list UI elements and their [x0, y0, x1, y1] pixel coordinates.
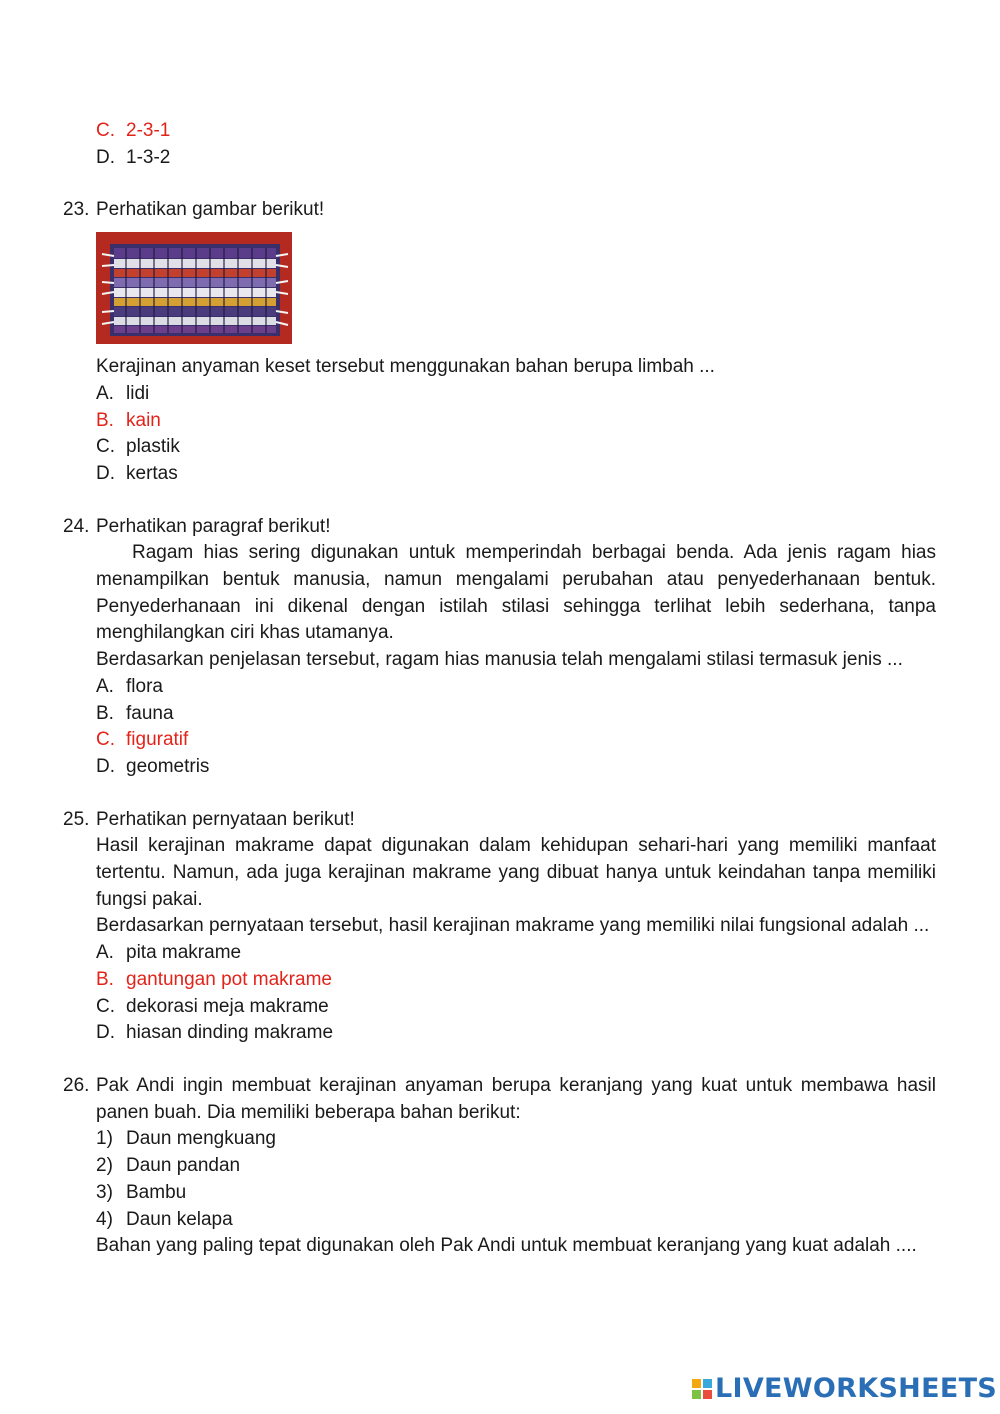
question-24	[0, 514, 1000, 781]
question-25	[0, 807, 1000, 1047]
option-c[interactable]: C. plastik	[96, 436, 180, 458]
statement-paragraph: Hasil kerajinan makrame dapat digunakan dalam kehidupan sehari-hari yang memiliki manfaat tertentu. Namun, ada juga kerajinan makrame yang dibuat hanya untuk keindahan tanpa memiliki fungsi pakai.	[96, 835, 936, 910]
question-text: Berdasarkan pernyataan tersebut, hasil kerajinan makrame yang memiliki nilai fungsional adalah ...	[96, 915, 930, 937]
option-d[interactable]: D. geometris	[96, 755, 210, 777]
list-item: 1) Daun mengkuang	[96, 1128, 276, 1150]
question-23	[0, 197, 1000, 487]
list-item: 2) Daun pandan	[96, 1155, 241, 1177]
liveworksheets-logo-icon	[692, 1379, 712, 1399]
previous-question-options	[0, 118, 1000, 171]
question-text: Berdasarkan penjelasan tersebut, ragam hias manusia telah mengalami stilasi termasuk jenis ...	[96, 649, 903, 671]
option-b-correct[interactable]: B. kain	[96, 409, 161, 431]
option-a[interactable]: A. flora	[96, 675, 163, 697]
option-d[interactable]: D. kertas	[96, 462, 178, 484]
option-c-correct[interactable]: C. figuratif	[96, 729, 189, 751]
reading-paragraph: Ragam hias sering digunakan untuk memperindah berbagai benda. Ada jenis ragam hias menampilkan bentuk manusia, namun mengalami perubahan atau penyederhanaan bentuk. Penyederhanaan ini dikenal dengan istilah stilasi sehingga terlihat lebih sederhana, tanpa menghilangkan ciri khas utamanya.	[96, 542, 936, 644]
doormat-photo-icon	[96, 232, 292, 344]
question-26	[0, 1073, 1000, 1260]
option-a[interactable]: A. lidi	[96, 382, 150, 404]
option-c[interactable]: C. dekorasi meja makrame	[96, 995, 329, 1017]
question-header: 24. Perhatikan paragraf berikut!	[63, 515, 331, 537]
woven-doormat-image	[96, 232, 292, 344]
list-item: 3) Bambu	[96, 1181, 187, 1203]
option-b-correct[interactable]: B. gantungan pot makrame	[96, 968, 332, 990]
question-header: 25. Perhatikan pernyataan berikut!	[63, 808, 355, 830]
liveworksheets-logo[interactable]	[692, 1374, 997, 1404]
option-d[interactable]: D. 1-3-2	[96, 146, 171, 168]
question-header: 26. Pak Andi ingin membuat kerajinan anyaman berupa keranjang yang kuat untuk membawa hasil panen buah. Dia memiliki beberapa bahan berikut:	[63, 1074, 936, 1123]
question-header: 23. Perhatikan gambar berikut!	[63, 199, 325, 221]
question-text: Kerajinan anyaman keset tersebut menggunakan bahan berupa limbah ...	[96, 356, 715, 378]
question-text: Bahan yang paling tepat digunakan oleh Pak Andi untuk membuat keranjang yang kuat adalah ....	[96, 1235, 917, 1257]
option-c-correct[interactable]: C. 2-3-1	[96, 120, 171, 141]
option-d[interactable]: D. hiasan dinding makrame	[96, 1022, 334, 1044]
option-b[interactable]: B. fauna	[96, 702, 174, 724]
logo-text: LIVEWORKSHEETS	[715, 1373, 998, 1404]
worksheet-page	[0, 118, 1000, 1260]
option-a[interactable]: A. pita makrame	[96, 942, 242, 964]
list-item: 4) Daun kelapa	[96, 1208, 233, 1230]
